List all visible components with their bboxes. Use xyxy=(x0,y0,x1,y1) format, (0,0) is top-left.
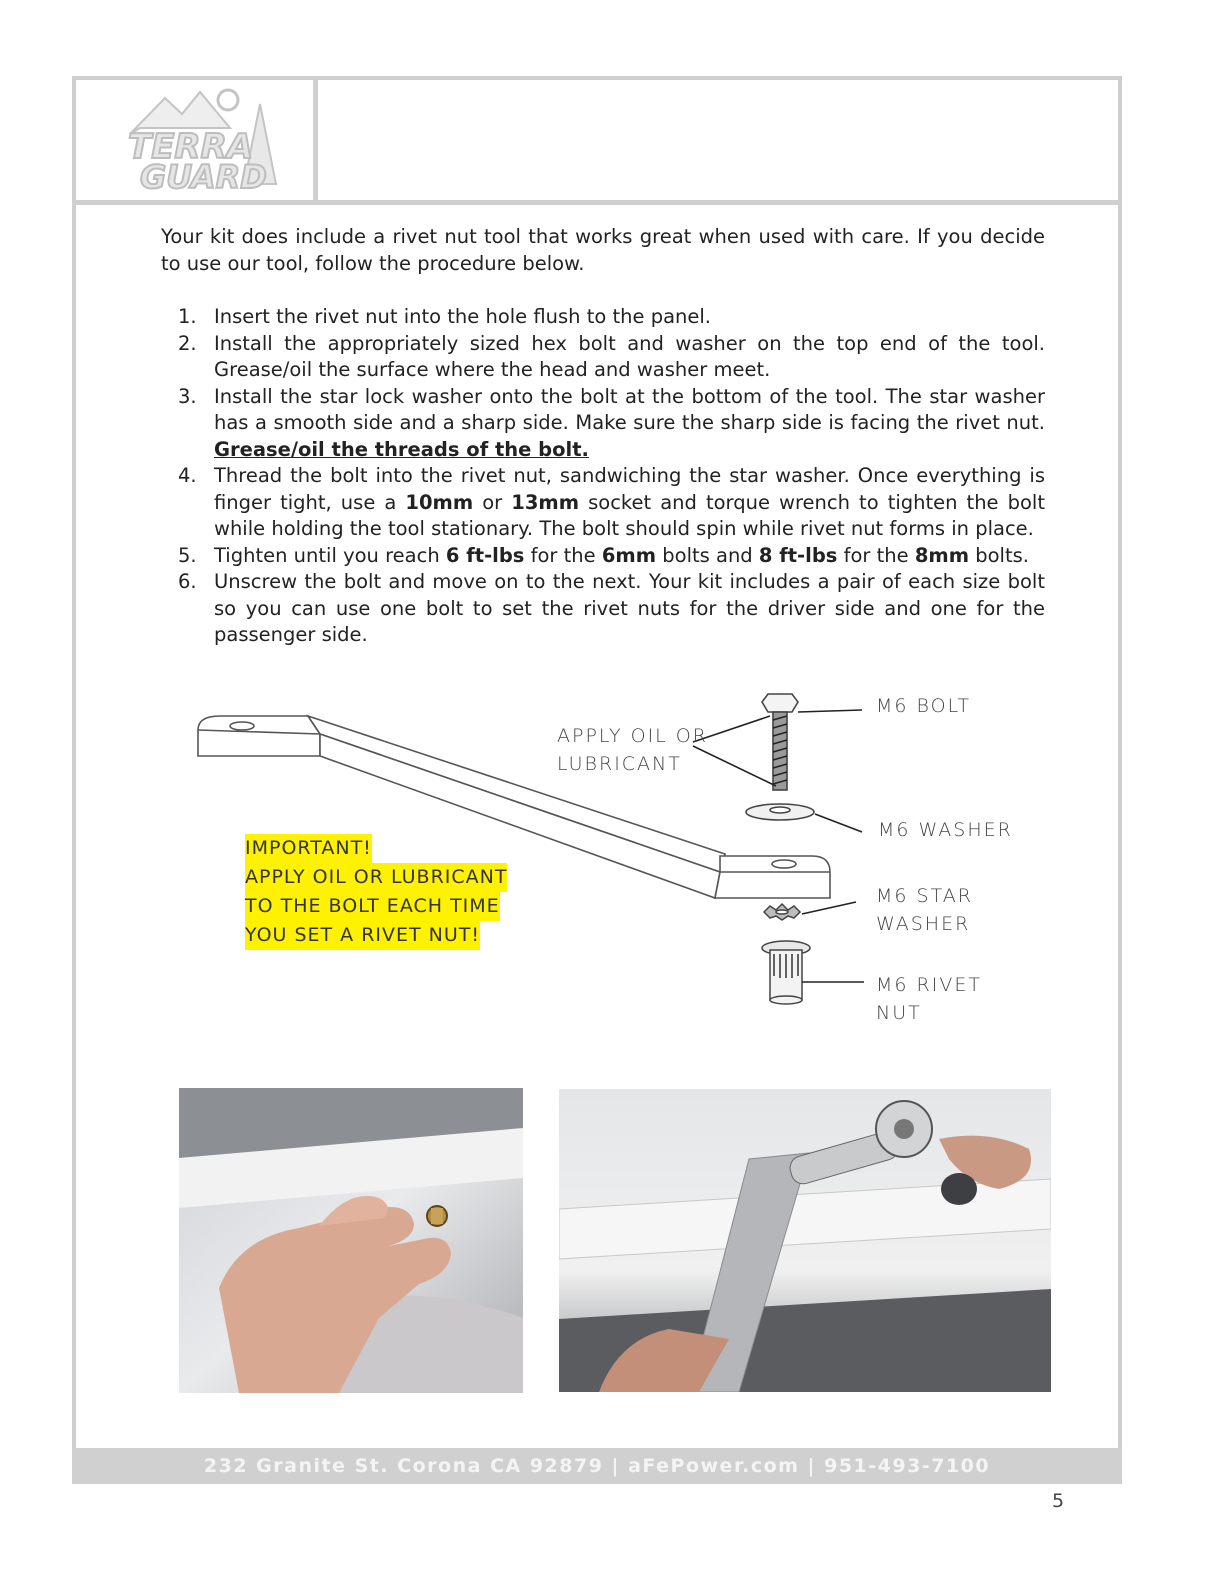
grease-warning: Grease/oil the threads of the bolt. xyxy=(214,437,589,461)
list-item: 5. Tighten until you reach 6 ft-lbs for the 6mm bolts and 8 ft-lbs for the 8mm bolts. xyxy=(178,543,1029,567)
m6-rivet-nut-label-line2: NUT xyxy=(876,1002,922,1024)
m6-star-washer-icon xyxy=(764,904,800,920)
important-callout-line: IMPORTANT! xyxy=(245,834,372,863)
important-callout xyxy=(245,834,507,950)
m6-star-washer-label-line2: WASHER xyxy=(876,913,971,935)
apply-oil-label-line2: LUBRICANT xyxy=(557,753,682,775)
list-item: 3. Install the star lock washer onto the bolt at the bottom of the tool. The star washer has a smooth side and a sharp side. Make sure the sharp side is facing the rivet nut. Grease/oil the threads of the bolt. xyxy=(178,384,1045,461)
m6-bolt-label: M6 BOLT xyxy=(876,695,972,717)
important-callout-line: APPLY OIL OR LUBRICANT xyxy=(245,863,507,892)
logo-text-guard: GUARD xyxy=(140,158,267,196)
footer-contact: 232 Granite St. Corona CA 92879 | aFePower.com | 951-493-7100 xyxy=(72,1448,1122,1484)
m6-rivet-nut-icon xyxy=(762,941,810,1004)
apply-oil-label xyxy=(557,722,708,778)
procedure-list xyxy=(161,304,1045,649)
apply-oil-label-line1: APPLY OIL OR xyxy=(557,725,708,747)
page-number: 5 xyxy=(1052,1490,1065,1512)
header-divider xyxy=(72,200,1122,205)
m6-rivet-nut-label xyxy=(876,971,982,1027)
m6-rivet-nut-label-line1: M6 RIVET xyxy=(876,974,982,996)
m6-washer-icon xyxy=(746,804,814,820)
photo-tighten-bolt xyxy=(559,1089,1051,1392)
intro-paragraph: Your kit does include a rivet nut tool that works great when used with care. If you decide to use our tool, follow the procedure below. xyxy=(161,225,1045,275)
m6-washer-label: M6 WASHER xyxy=(878,819,1013,841)
m6-bolt-icon xyxy=(762,694,798,790)
header-divider-vertical xyxy=(313,76,318,204)
list-item: 6. Unscrew the bolt and move on to the next. Your kit includes a pair of each size bolt so you can use one bolt to set the rivet nuts for the driver side and one for the passenger side. xyxy=(178,570,1045,646)
terra-guard-logo xyxy=(110,84,280,196)
m6-star-washer-label xyxy=(876,882,973,938)
important-callout-line: TO THE BOLT EACH TIME xyxy=(245,892,500,921)
logo-text-terra: TERRA xyxy=(128,127,254,167)
m6-star-washer-label-line1: M6 STAR xyxy=(876,885,973,907)
list-item: 4. Thread the bolt into the rivet nut, sandwiching the star washer. Once everything is finger tight, use a 10mm or 13mm socket and torque wrench to tighten the bolt while holding the tool stationary. The bolt should spin while rivet nut forms in place. xyxy=(178,464,1045,540)
photo-insert-rivet-nut xyxy=(179,1088,523,1393)
list-item: 2. Install the appropriately sized hex bolt and washer on the top end of the tool. Grease/oil the surface where the head and washer meet. xyxy=(178,331,1045,381)
sun-icon xyxy=(218,90,238,110)
important-callout-line: YOU SET A RIVET NUT! xyxy=(245,921,480,950)
list-item: 1. Insert the rivet nut into the hole flush to the panel. xyxy=(178,305,711,328)
